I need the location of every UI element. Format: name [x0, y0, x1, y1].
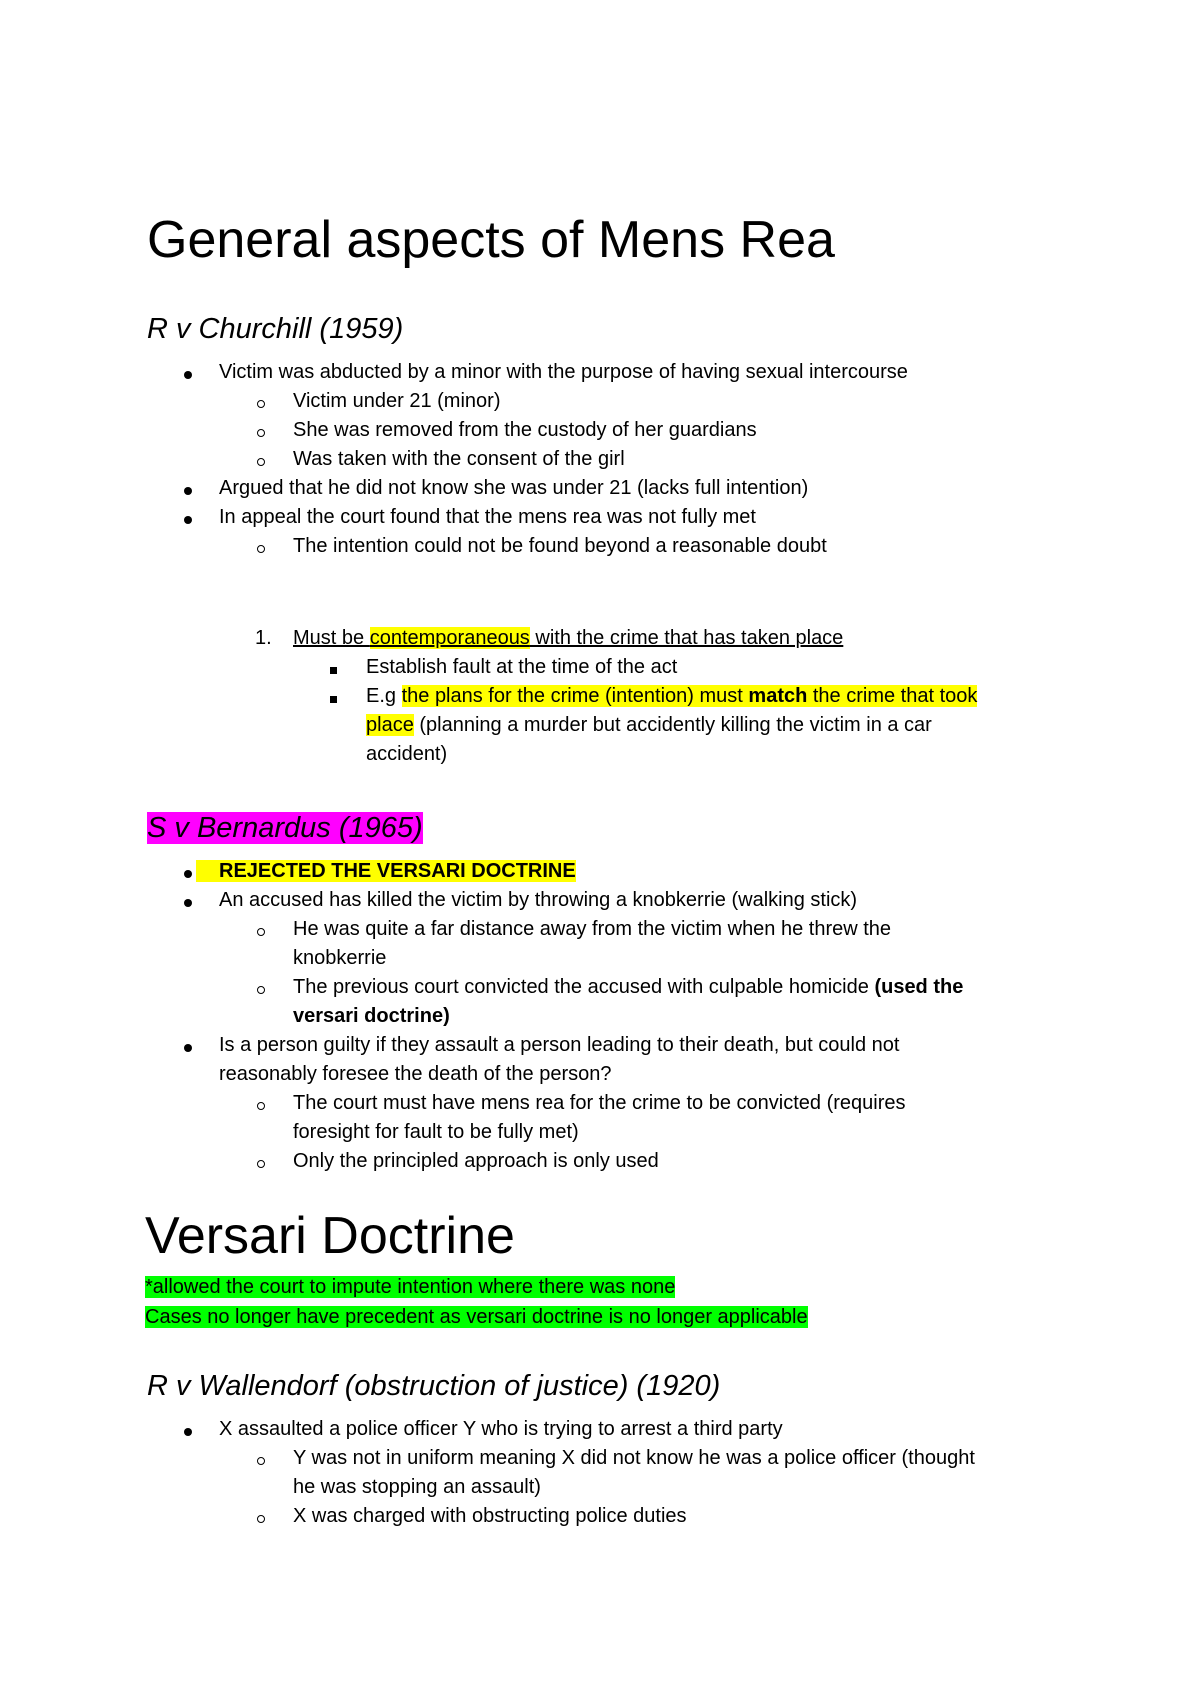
bernardus-bullet-2: An accused has killed the victim by throwing a knobkerrie (walking stick) [219, 889, 858, 911]
bernardus-heading [147, 810, 423, 846]
highlight-place: place [366, 714, 414, 736]
bullet-circle [257, 1445, 265, 1473]
bernardus-sub-2a-line-2: knobkerrie [293, 947, 387, 969]
bullet-circle [257, 916, 265, 944]
bullet-circle [257, 1503, 265, 1531]
highlight-text: the plans for the crime (intention) must [401, 685, 749, 707]
text: Must be [293, 627, 370, 649]
bold-text: (used the [874, 976, 964, 998]
bernardus-sub-3a-line-1: The court must have mens rea for the crime to be convicted (requires [293, 1092, 906, 1114]
bullet-dot [184, 504, 192, 532]
wallendorf-heading: R v Wallendorf (obstruction of justice) (1920) [147, 1370, 721, 1402]
bullet-circle [257, 1090, 265, 1118]
numbered-sub-2-line-2 [366, 711, 932, 739]
versari-note-1 [145, 1273, 675, 1301]
bold-text: versari doctrine) [293, 1005, 450, 1027]
versari-heading: Versari Doctrine [145, 1207, 515, 1265]
churchill-sub-3a: The intention could not be found beyond a reasonable doubt [293, 535, 827, 557]
churchill-sub-1b: She was removed from the custody of her guardians [293, 419, 757, 441]
bold-match: match [748, 685, 808, 707]
bernardus-bullet-3-line-1: Is a person guilty if they assault a person leading to their death, but could not [219, 1034, 900, 1056]
bullet-dot [184, 858, 192, 886]
numbered-sub-2-line-1 [366, 682, 977, 710]
bernardus-sub-2b-line-1 [293, 973, 963, 1001]
bernardus-bullet-3-line-2: reasonably foresee the death of the person? [219, 1063, 612, 1085]
bernardus-sub-3a-line-2: foresight for fault to be fully met) [293, 1121, 579, 1143]
highlight-text: the crime that took [807, 685, 978, 707]
highlight-note: Cases no longer have precedent as versari doctrine is no longer applicable [145, 1306, 808, 1328]
bernardus-sub-2a-line-1: He was quite a far distance away from the victim when he threw the [293, 918, 892, 940]
bullet-circle [257, 974, 265, 1002]
rejected-versari: REJECTED THE VERSARI DOCTRINE [196, 860, 576, 882]
wallendorf-sub-1a-line-2: he was stopping an assault) [293, 1476, 541, 1498]
bullet-dot [184, 1032, 192, 1060]
bullet-circle [257, 533, 265, 561]
highlight-contemporaneous: contemporaneous [369, 627, 530, 649]
bernardus-sub-2b-line-2 [293, 1002, 450, 1030]
bullet-dot [184, 1416, 192, 1444]
highlight-heading: S v Bernardus (1965) [147, 812, 423, 844]
numbered-sub-2-line-3: accident) [366, 743, 448, 765]
bernardus-sub-3b: Only the principled approach is only used [293, 1150, 659, 1172]
versari-note-2 [145, 1303, 808, 1331]
text: E.g [366, 685, 402, 707]
churchill-bullet-3: In appeal the court found that the mens rea was not fully met [219, 506, 756, 528]
churchill-sub-1c: Was taken with the consent of the girl [293, 448, 625, 470]
bullet-square [330, 683, 337, 711]
churchill-bullet-2: Argued that he did not know she was under 21 (lacks full intention) [219, 477, 809, 499]
wallendorf-sub-1b: X was charged with obstructing police duties [293, 1505, 687, 1527]
bullet-circle [257, 417, 265, 445]
wallendorf-bullet-1: X assaulted a police officer Y who is trying to arrest a third party [219, 1418, 783, 1440]
text: (planning a murder but accidently killing the victim in a car [413, 714, 932, 736]
bullet-circle [257, 1148, 265, 1176]
bullet-dot [184, 887, 192, 915]
churchill-heading: R v Churchill (1959) [147, 313, 404, 345]
numbered-sub-1: Establish fault at the time of the act [366, 656, 678, 678]
page-title: General aspects of Mens Rea [147, 211, 835, 269]
bernardus-bullet-1 [196, 857, 576, 885]
highlight-note: *allowed the court to impute intention where there was none [145, 1276, 676, 1298]
bullet-square [330, 654, 337, 682]
churchill-sub-1a: Victim under 21 (minor) [293, 390, 501, 412]
bullet-circle [257, 446, 265, 474]
wallendorf-sub-1a-line-1: Y was not in uniform meaning X did not know he was a police officer (thought [293, 1447, 975, 1469]
list-number: 1. [255, 627, 272, 649]
text: with the crime that has taken place [529, 627, 844, 649]
bullet-circle [257, 388, 265, 416]
bullet-dot [184, 475, 192, 503]
contemporaneous-line [293, 624, 843, 652]
text: The previous court convicted the accused with culpable homicide [293, 976, 875, 998]
churchill-bullet-1: Victim was abducted by a minor with the purpose of having sexual intercourse [219, 361, 908, 383]
bullet-dot [184, 359, 192, 387]
